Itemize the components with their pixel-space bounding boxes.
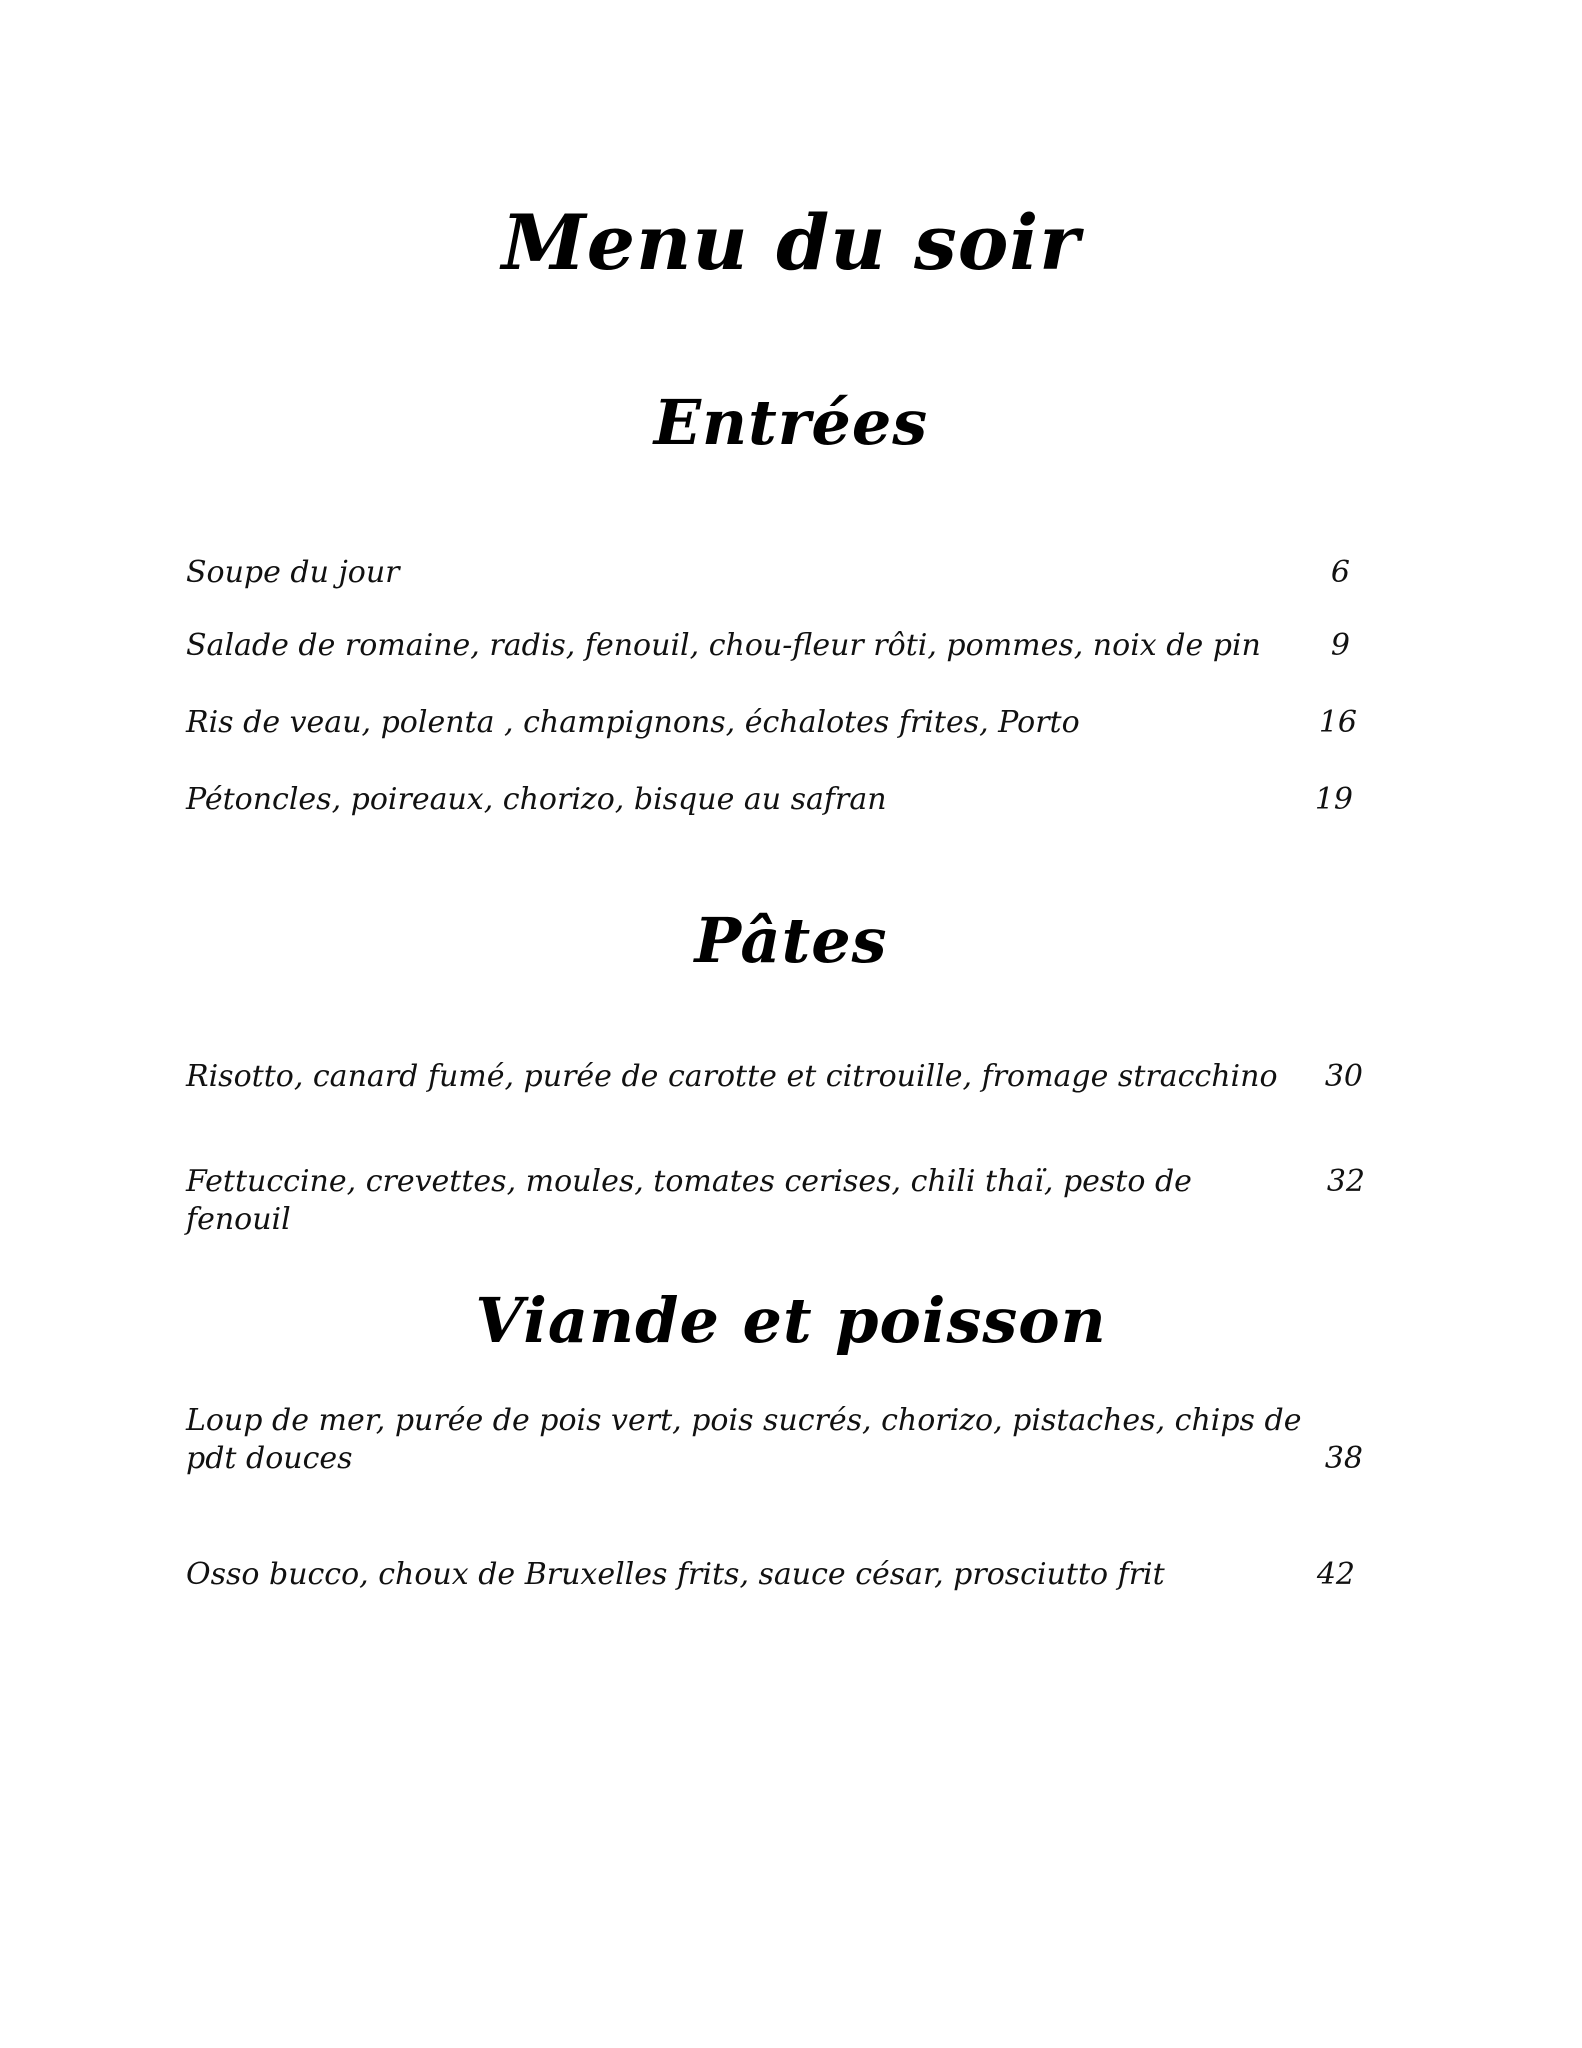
menu-item-price: 38: [1324, 1441, 1363, 1476]
menu-item-name: Pétoncles, poireaux, chorizo, bisque au safran: [186, 782, 887, 817]
menu-item-price: 32: [1326, 1164, 1365, 1199]
menu-item-price: 16: [1318, 705, 1357, 740]
menu-item-price: 9: [1330, 628, 1350, 663]
menu-item-price: 30: [1324, 1059, 1363, 1094]
menu-item-name: Risotto, canard fumé, purée de carotte et citrouille, fromage stracchino: [186, 1059, 1278, 1094]
section-heading-pates: Pâtes: [694, 904, 888, 977]
menu-item-price: 42: [1316, 1557, 1355, 1592]
section-heading-entrees: Entrées: [653, 386, 929, 459]
menu-item-name: Ris de veau, polenta , champignons, échalotes frites, Porto: [186, 705, 1080, 740]
section-heading-viande-et-poisson: Viande et poisson: [475, 1284, 1107, 1357]
menu-item-name: Loup de mer, purée de pois vert, pois sucrés, chorizo, pistaches, chips de pdt douces: [186, 1403, 1302, 1476]
menu-item-price: 19: [1314, 782, 1353, 817]
menu-item-name: Soupe du jour: [186, 555, 400, 590]
menu-item-name: Osso bucco, choux de Bruxelles frits, sauce césar, prosciutto frit: [186, 1557, 1165, 1592]
menu-item-name: Salade de romaine, radis, fenouil, chou-fleur rôti, pommes, noix de pin: [186, 628, 1261, 663]
menu-item-price: 6: [1330, 555, 1350, 590]
menu-title: Menu du soir: [501, 198, 1081, 287]
menu-item-name: Fettuccine, crevettes, moules, tomates cerises, chili thaï, pesto de fenouil: [186, 1164, 1192, 1237]
